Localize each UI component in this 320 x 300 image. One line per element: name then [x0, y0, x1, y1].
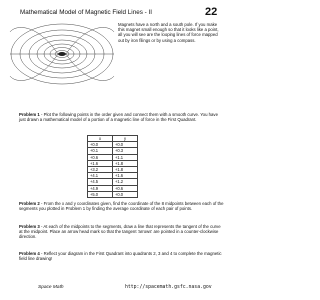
footer-url: http://spacemath.gsfc.nasa.gov — [125, 285, 212, 290]
coordinates-table — [87, 135, 138, 198]
problem-1-label: Problem 1 — [19, 112, 40, 117]
problem-1-text: - Plot the following points in the order given and connect them with a smooth curve. You have just drawn a mathematical model of a portion of a magnetic line of force in the First Quadrant. — [19, 112, 218, 123]
footer-source: Space Math — [38, 285, 64, 290]
cell-y: +0.0 — [113, 191, 138, 197]
magnet-point — [58, 52, 66, 56]
page-number: 22 — [205, 6, 218, 18]
intro-text: Magnets have a north and a south pole. If you make this magnet small enough so that it looks like a point, all you will see are the looping lines of force mapped out by iron filings or by using a compass. — [118, 22, 219, 43]
cell-x: +4.5 — [88, 179, 113, 185]
problem-3 — [19, 224, 224, 240]
problem-4-text: - Reflect your diagram in the First Quadrant into quadrants 2, 3 and 4 to complete the magnetic field line drawing! — [19, 251, 222, 262]
problem-3-text: - At each of the midpoints to the segments, draw a line that represents the tangent of the curve at the midpoint. Place an arrow head mark so that the tangent 'arrows' are pointed in a counter-clockwise direction. — [19, 224, 221, 240]
cell-x: +1.6 — [88, 160, 113, 166]
column-header-y: y — [113, 136, 138, 142]
problem-4 — [19, 251, 224, 261]
problem-4-label: Problem 4 — [19, 251, 40, 256]
cell-y: +1.2 — [113, 179, 138, 185]
cell-y: +1.8 — [113, 167, 138, 173]
cell-y: +1.6 — [113, 173, 138, 179]
page-title: Mathematical Model of Magnetic Field Lines - II — [20, 9, 152, 16]
cell-y: +0.0 — [113, 142, 138, 148]
column-header-x: x — [88, 136, 113, 142]
magnetic-field-lines-image — [8, 20, 116, 88]
cell-y: +1.1 — [113, 154, 138, 160]
cell-x: +0.6 — [88, 154, 113, 160]
problem-2-label: Problem 2 — [19, 201, 40, 206]
cell-x: +3.2 — [88, 167, 113, 173]
problem-2-text: - From the x and y coordinates given, find the coordinate of the 8 midpoints between each of the segments you plotted in Problem 1 by finding the average coordinate of each pair of points. — [19, 201, 224, 212]
problem-3-label: Problem 3 — [19, 224, 40, 229]
cell-x: +5.0 — [88, 191, 113, 197]
cell-x: +0.1 — [88, 148, 113, 154]
cell-y: +0.3 — [113, 148, 138, 154]
cell-y: +1.8 — [113, 160, 138, 166]
cell-x: +0.0 — [88, 142, 113, 148]
cell-x: +4.9 — [88, 185, 113, 191]
problem-2 — [19, 201, 224, 211]
cell-y: +0.6 — [113, 185, 138, 191]
table-row — [88, 191, 138, 197]
problem-1 — [19, 112, 224, 122]
cell-x: +4.1 — [88, 173, 113, 179]
